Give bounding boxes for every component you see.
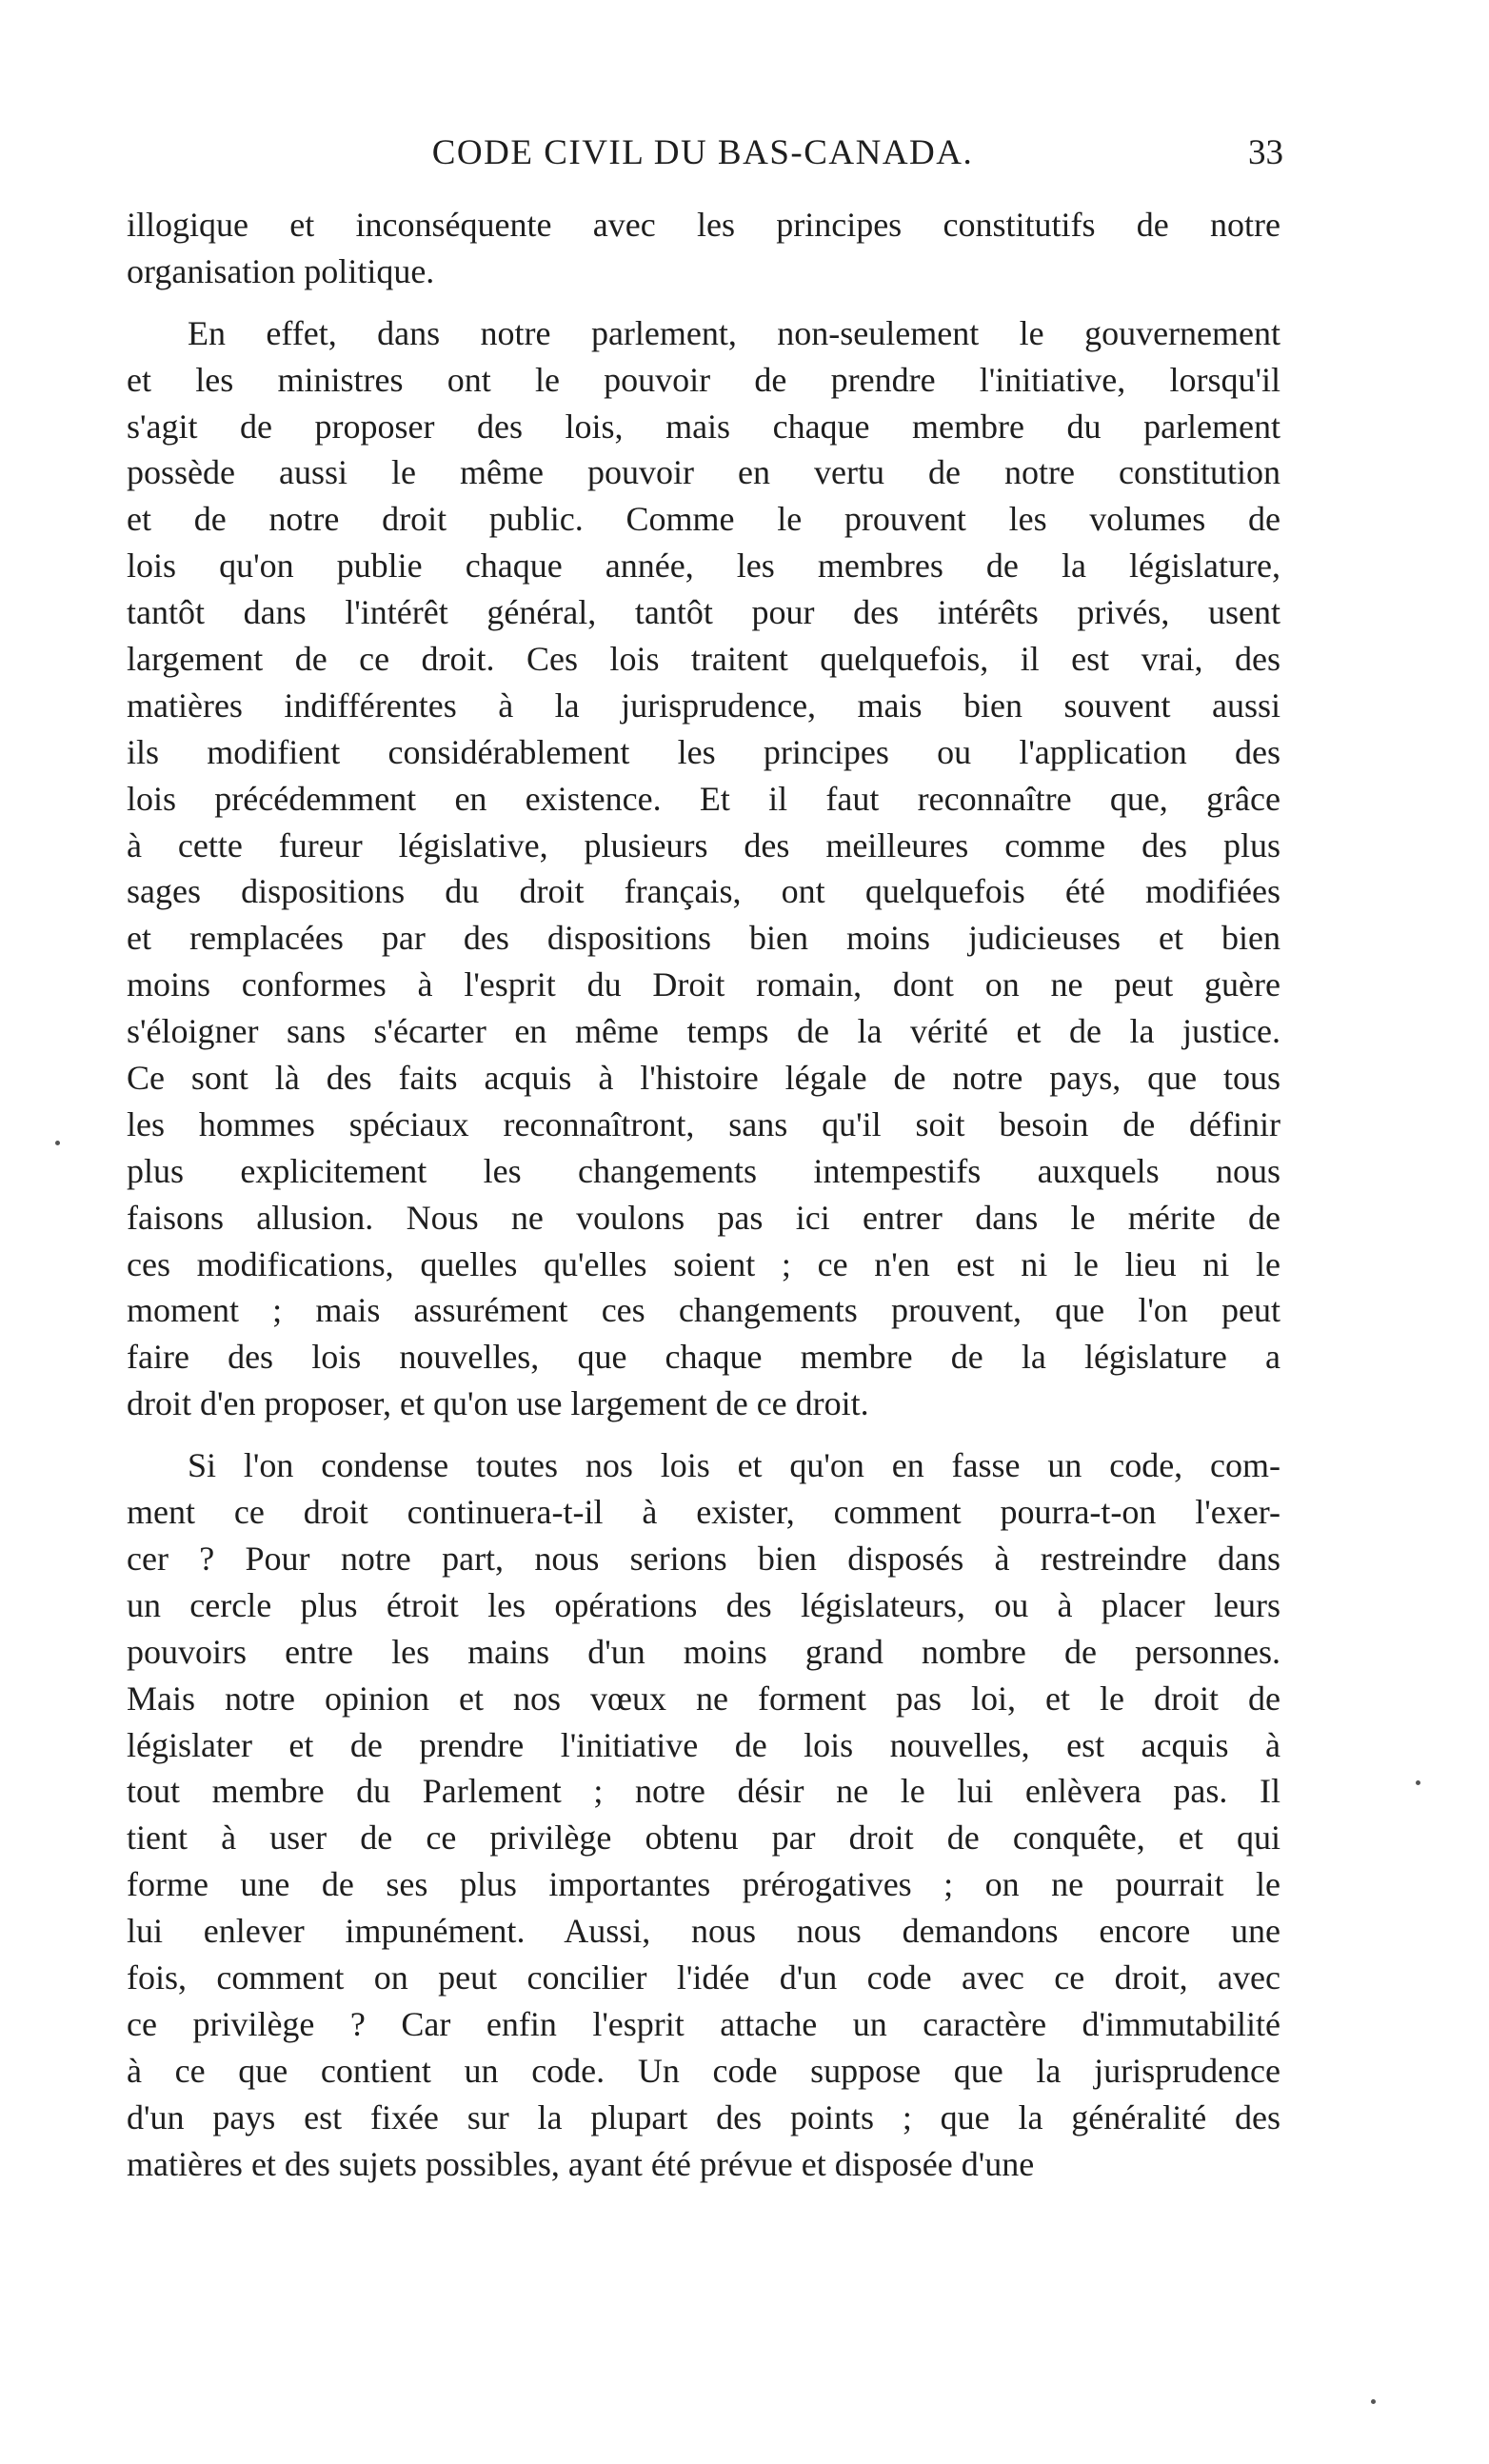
text-line: ils modifient considérablement les principes ou l'application des: [127, 732, 1281, 771]
text-line: les hommes spéciaux reconnaîtront, sans qu'il soit besoin de définir: [127, 1104, 1281, 1143]
text-line: sages dispositions du droit français, ont quelquefois été modifiées: [127, 872, 1281, 911]
text-line: s'éloigner sans s'écarter en même temps de la vérité et de la justice.: [127, 1012, 1281, 1051]
text-line: faisons allusion. Nous ne voulons pas ici entrer dans le mérite de: [127, 1198, 1281, 1237]
text-line: matières indifférentes à la jurisprudence, mais bien souvent aussi: [127, 686, 1281, 725]
text-line: plus explicitement les changements intempestifs auxquels nous: [127, 1151, 1281, 1190]
running-title: CODE CIVIL DU BAS-CANADA.: [431, 133, 974, 172]
text-line: possède aussi le même pouvoir en vertu de notre constitution: [127, 453, 1281, 492]
text-line: ces modifications, quelles qu'elles soient ; ce n'en est ni le lieu ni le: [127, 1244, 1281, 1283]
text-line: lois précédemment en existence. Et il faut reconnaître que, grâce: [127, 779, 1281, 818]
scan-speck: [1416, 1780, 1420, 1785]
text-line: ment ce droit continuera-t-il à exister, comment pourra-t-on l'exer-: [127, 1493, 1281, 1532]
running-header: [122, 129, 1283, 177]
text-line: pouvoirs entre les mains d'un moins grand nombre de personnes.: [127, 1632, 1281, 1671]
text-line: Mais notre opinion et nos vœux ne forment pas loi, et le droit de: [127, 1679, 1281, 1718]
paragraph: [127, 1442, 1281, 2187]
text-line: droit d'en proposer, et qu'on use largement de ce droit.: [127, 1384, 869, 1423]
text-line: illogique et inconséquente avec les principes constitutifs de notre: [127, 206, 1281, 244]
text-line: ce privilège ? Car enfin l'esprit attache un caractère d'immutabilité: [127, 2004, 1281, 2043]
paragraph: [127, 310, 1281, 1427]
text-line: fois, comment on peut concilier l'idée d'un code avec ce droit, avec: [127, 1957, 1281, 1997]
text-line: cer ? Pour notre part, nous serions bien disposés à restreindre dans: [127, 1539, 1281, 1578]
text-line: organisation politique.: [127, 251, 435, 290]
text-line: lui enlever impunément. Aussi, nous nous demandons encore une: [127, 1912, 1281, 1951]
text-line: Si l'on condense toutes nos lois et qu'on en fasse un code, com-: [188, 1446, 1281, 1485]
text-line: un cercle plus étroit les opérations des législateurs, ou à placer leurs: [127, 1585, 1281, 1624]
text-line: lois qu'on publie chaque année, les membres de la législature,: [127, 546, 1281, 586]
text-line: à ce que contient un code. Un code suppose que la jurisprudence: [127, 2051, 1281, 2090]
text-line: forme une de ses plus importantes prérogatives ; on ne pourrait le: [127, 1865, 1281, 1904]
text-line: Ce sont là des faits acquis à l'histoire légale de notre pays, que tous: [127, 1059, 1281, 1098]
text-line: s'agit de proposer des lois, mais chaque membre du parlement: [127, 407, 1281, 446]
text-line: En effet, dans notre parlement, non-seulement le gouvernement: [188, 313, 1281, 352]
text-line: moment ; mais assurément ces changements prouvent, que l'on peut: [127, 1291, 1281, 1330]
text-line: moins conformes à l'esprit du Droit romain, dont on ne peut guère: [127, 965, 1281, 1004]
text-line: à cette fureur législative, plusieurs des meilleures comme des plus: [127, 825, 1281, 864]
scan-speck: [1371, 2399, 1376, 2404]
text-line: et de notre droit public. Comme le prouvent les volumes de: [127, 500, 1281, 539]
text-line: d'un pays est fixée sur la plupart des points ; que la généralité des: [127, 2097, 1281, 2136]
page-number: 33: [1248, 133, 1283, 172]
text-line: tantôt dans l'intérêt général, tantôt pour des intérêts privés, usent: [127, 593, 1281, 632]
text-line: tient à user de ce privilège obtenu par droit de conquête, et qui: [127, 1818, 1281, 1858]
text-line: et les ministres ont le pouvoir de prendre l'initiative, lorsqu'il: [127, 360, 1281, 399]
text-line: et remplacées par des dispositions bien moins judicieuses et bien: [127, 919, 1281, 958]
text-line: tout membre du Parlement ; notre désir ne le lui enlèvera pas. Il: [127, 1772, 1281, 1811]
paragraph: [127, 202, 1281, 295]
scan-speck: [55, 1141, 60, 1145]
body-text: [127, 202, 1281, 2187]
text-line: faire des lois nouvelles, que chaque membre de la législature a: [127, 1338, 1281, 1377]
text-line: législater et de prendre l'initiative de lois nouvelles, est acquis à: [127, 1725, 1281, 1764]
text-line: largement de ce droit. Ces lois traitent quelquefois, il est vrai, des: [127, 640, 1281, 679]
text-line: matières et des sujets possibles, ayant été prévue et disposée d'une: [127, 2144, 1035, 2183]
